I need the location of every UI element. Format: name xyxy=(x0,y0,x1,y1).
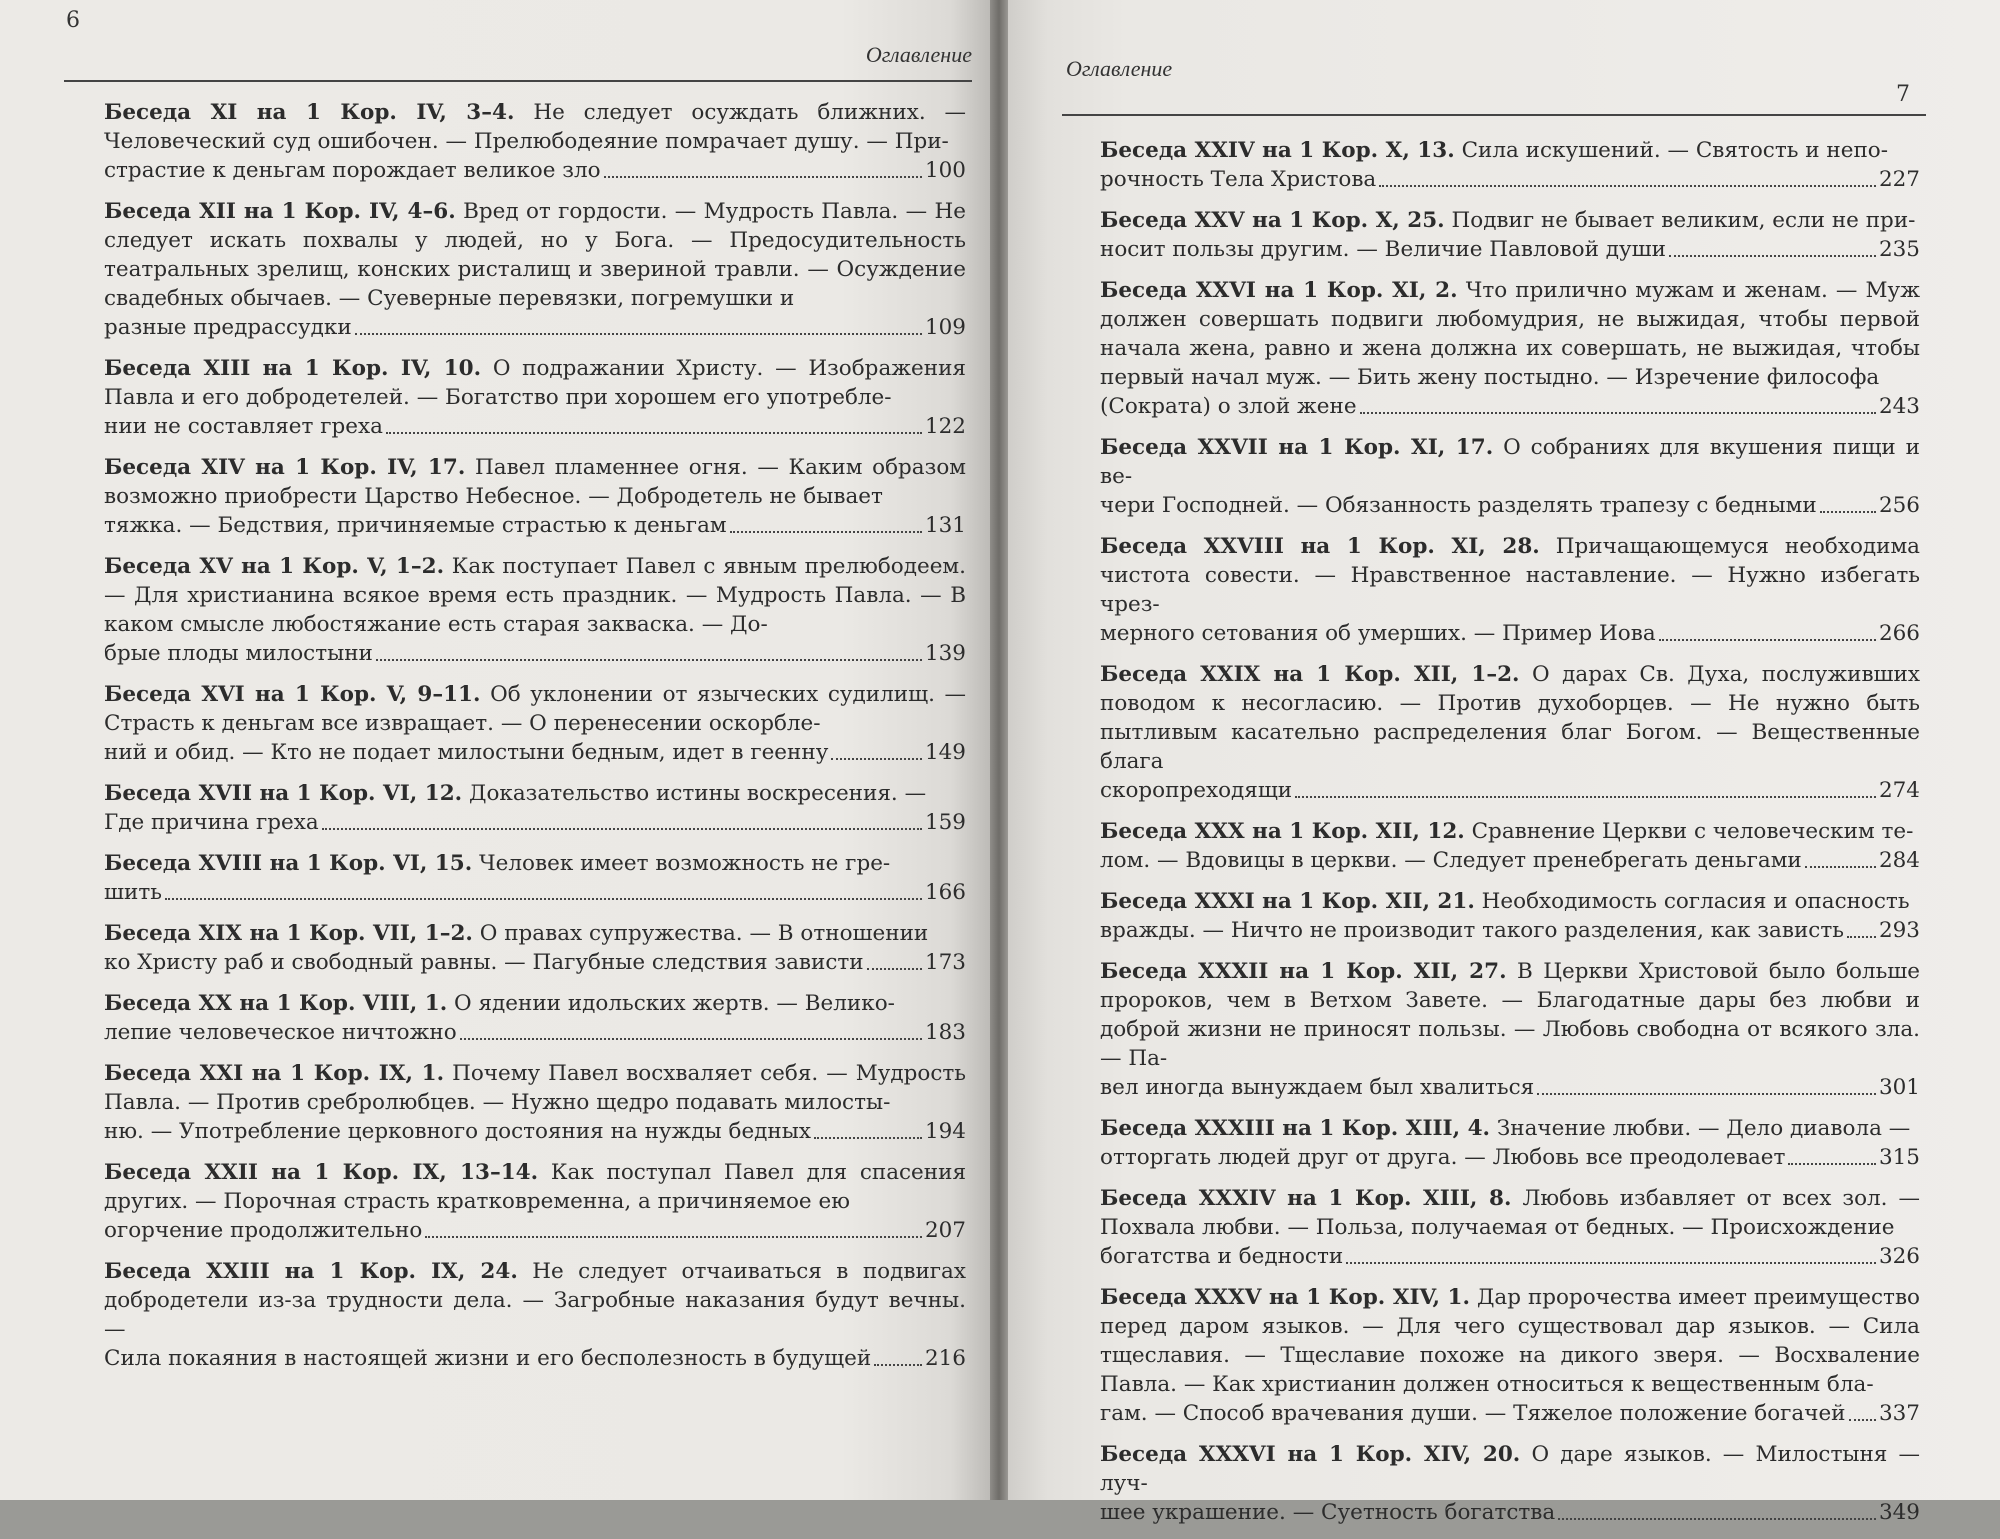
toc-entry-heading: Беседа XXIII на 1 Кор. IX, 24. xyxy=(104,1259,518,1284)
toc-entry-text xyxy=(1100,817,1920,846)
toc-entry-description: Причащающемуся необходима чистота совести. — Нравственное наставление. — Нужно избегать чрез- xyxy=(1100,534,1920,617)
toc-entry-description: Не следует отчаиваться в подвигах добродетели из-за трудности дела. — Загробные наказания будут вечны. — xyxy=(104,1259,966,1342)
toc-entry-text xyxy=(1100,957,1920,1073)
toc-entry-text xyxy=(1100,1440,1920,1498)
toc-entry-heading: Беседа XXXVI на 1 Кор. XIV, 20. xyxy=(1100,1442,1521,1467)
toc-entry-heading: Беседа XXXV на 1 Кор. XIV, 1. xyxy=(1100,1285,1470,1310)
toc-entry-tail: отторгать людей друг от друга. — Любовь все преодолевает xyxy=(1100,1145,1786,1170)
toc-entry-heading: Беседа XXIV на 1 Кор. X, 13. xyxy=(1100,138,1455,163)
toc-entry-tail: Сила покаяния в настоящей жизни и его бесполезность в будущей xyxy=(104,1346,872,1371)
toc-entry xyxy=(104,919,966,977)
toc-page-number: 266 xyxy=(1878,621,1920,646)
dot-leader xyxy=(867,968,922,970)
dot-leader xyxy=(165,898,922,900)
toc-entry-tail: страстие к деньгам порождает великое зло xyxy=(104,158,601,183)
toc-page-number: 100 xyxy=(924,158,966,183)
running-head: Оглавление xyxy=(1066,56,1173,81)
toc-entry-tail: ко Христу раб и свободный равны. — Пагубные следствия зависти xyxy=(104,950,864,975)
toc-entry xyxy=(104,1158,966,1245)
toc-entry-tail: огорчение продолжительно xyxy=(104,1218,423,1243)
dot-leader xyxy=(1669,255,1876,257)
toc-entry-tail: разные предрассудки xyxy=(104,315,352,340)
toc-entry xyxy=(104,552,966,668)
toc-entry xyxy=(1100,1114,1920,1172)
toc-entry-text xyxy=(1100,206,1920,235)
toc-entry xyxy=(1100,136,1920,194)
toc-entry-tail: вел иногда вынуждаем был хвалиться xyxy=(1100,1075,1535,1100)
toc-entry xyxy=(1100,206,1920,264)
dot-leader xyxy=(1849,1419,1876,1421)
toc-entry-description: Необходимость согласия и опасность xyxy=(1481,889,1910,914)
toc-entry-heading: Беседа XXVI на 1 Кор. XI, 2. xyxy=(1100,278,1458,303)
toc-entry xyxy=(104,1059,966,1146)
toc-entry-description: Как поступал Павел для спасения других. — Порочная страсть кратковременна, а причиняемое ею xyxy=(104,1160,967,1214)
toc-entry-last-line xyxy=(1100,491,1920,520)
toc-page-number: 284 xyxy=(1878,848,1920,873)
toc-entry-tail: лом. — Вдовицы в церкви. — Следует пренебрегать деньгами xyxy=(1100,848,1802,873)
running-head: Оглавление xyxy=(865,42,972,67)
toc-entry-last-line xyxy=(1100,1143,1920,1172)
toc-page-number: 301 xyxy=(1878,1075,1920,1100)
toc-entry-text xyxy=(104,197,966,313)
toc-page-number: 337 xyxy=(1878,1401,1920,1426)
dot-leader xyxy=(1346,1262,1876,1264)
dot-leader xyxy=(1788,1163,1876,1165)
toc-page-number: 256 xyxy=(1878,493,1920,518)
toc-entry-description: В Церкви Христовой было больше пророков, чем в Ветхом Завете. — Благодатные дары без любви и доброй жизни не приносят пользы. — Любовь свободна от всякого зла. — Па- xyxy=(1100,959,1920,1071)
toc-entry-heading: Беседа XV на 1 Кор. V, 1–2. xyxy=(104,554,445,579)
right-page xyxy=(1008,0,2000,1525)
toc-entry-heading: Беседа XVII на 1 Кор. VI, 12. xyxy=(104,781,463,806)
toc-entry xyxy=(1100,660,1920,805)
toc-page-number: 207 xyxy=(924,1218,966,1243)
toc-entry xyxy=(104,197,966,342)
toc-entry-tail: рочность Тела Христова xyxy=(1100,167,1377,192)
toc-entry-heading: Беседа XVIII на 1 Кор. VI, 15. xyxy=(104,851,473,876)
toc-entry-heading: Беседа XIII на 1 Кор. IV, 10. xyxy=(104,356,482,381)
toc-entry-tail: ний и обид. — Кто не подает милостыни бедным, идет в геенну xyxy=(104,740,829,765)
dot-leader xyxy=(1379,185,1876,187)
toc-page-number: 326 xyxy=(1878,1244,1920,1269)
toc-page-number: 194 xyxy=(924,1119,966,1144)
dot-leader xyxy=(814,1137,922,1139)
toc-entry-last-line xyxy=(104,1344,966,1373)
toc-entry xyxy=(1100,1440,1920,1527)
toc-entry-last-line xyxy=(104,738,966,767)
toc-entry-heading: Беседа XI на 1 Кор. IV, 3–4. xyxy=(104,100,515,125)
toc-entry-description: Сила искушений. — Святость и непо- xyxy=(1461,138,1889,163)
toc-entry-description: О собраниях для вкушения пищи и ве- xyxy=(1100,435,1920,489)
toc-entry-heading: Беседа XXV на 1 Кор. X, 25. xyxy=(1100,208,1445,233)
toc-entry-description: О ядении идольских жертв. — Велико- xyxy=(454,991,895,1016)
book-gutter xyxy=(990,0,1008,1500)
toc-entry-description: Сравнение Церкви с человеческим те- xyxy=(1471,819,1914,844)
toc-entry-description: Об уклонении от языческих судилищ. — Страсть к деньгам все извращает. — О перенесении оскорбле- xyxy=(104,682,967,736)
header-rule xyxy=(64,80,972,82)
toc-entry xyxy=(104,989,966,1047)
toc-entry-text xyxy=(1100,1283,1920,1399)
toc-entry xyxy=(104,779,966,837)
toc-entry-last-line xyxy=(1100,916,1920,945)
toc-entry xyxy=(104,354,966,441)
toc-entry-tail: лепие человеческое ничтожно xyxy=(104,1020,457,1045)
toc-entry-tail: чери Господней. — Обязанность разделять трапезу с бедными xyxy=(1100,493,1817,518)
toc-page-number: 235 xyxy=(1878,237,1920,262)
toc-entry-description: Дар пророчества имеет преимущество перед даром языков. — Для чего существовал дар языков. — Сила тщеславия. — Тщеславие похоже на дикого зверя. — Восхваление Павла. — Как христианин должен относиться к вещественным бла- xyxy=(1100,1285,1920,1397)
toc-entry-last-line xyxy=(1100,392,1920,421)
toc-entry xyxy=(1100,433,1920,520)
toc-entry-text xyxy=(1100,433,1920,491)
dot-leader xyxy=(355,333,922,335)
toc-entry-heading: Беседа XXX на 1 Кор. XII, 12. xyxy=(1100,819,1465,844)
table-of-contents xyxy=(104,98,966,1385)
toc-entry-heading: Беседа XX на 1 Кор. VIII, 1. xyxy=(104,991,448,1016)
toc-entry-description: Доказательство истины воскресения. — xyxy=(469,781,927,806)
toc-entry-description: О дарах Св. Духа, послуживших поводом к несогласию. — Против духоборцев. — Не нужно быть пытливым касательно распределения благ Богом. — Вещественные блага xyxy=(1100,662,1920,774)
toc-entry-last-line xyxy=(1100,1498,1920,1527)
toc-entry xyxy=(1100,1283,1920,1428)
toc-entry-description: Вред от гордости. — Мудрость Павла. — Не следует искать похвалы у людей, но у Бога. — Предосудительность театральных зрелищ, конских ристалищ и звериной травли. — Осуждение свадебных обычаев. — Суеверные перевязки, погремушки и xyxy=(104,199,966,311)
toc-page-number: 159 xyxy=(924,810,966,835)
toc-entry-description: О подражании Христу. — Изображения Павла и его добродетелей. — Богатство при хорошем его употребле- xyxy=(104,356,966,410)
dot-leader xyxy=(1847,936,1876,938)
toc-entry-last-line xyxy=(1100,1073,1920,1102)
dot-leader xyxy=(1820,511,1876,513)
toc-entry-last-line xyxy=(104,948,966,977)
toc-entry-heading: Беседа XXII на 1 Кор. IX, 13–14. xyxy=(104,1160,539,1185)
toc-entry-description: Не следует осуждать ближних. — Человеческий суд ошибочен. — Прелюбодеяние помрачает душу. — При- xyxy=(104,100,967,154)
toc-entry-tail: мерного сетования об умерших. — Пример Иова xyxy=(1100,621,1656,646)
toc-entry-text xyxy=(1100,1114,1920,1143)
toc-entry-last-line xyxy=(104,808,966,837)
toc-entry-last-line xyxy=(1100,619,1920,648)
toc-entry-description: Почему Павел восхваляет себя. — Мудрость Павла. — Против сребролюбцев. — Нужно щедро подавать милосты- xyxy=(104,1061,966,1115)
dot-leader xyxy=(1295,796,1876,798)
toc-entry-last-line xyxy=(104,313,966,342)
dot-leader xyxy=(425,1236,922,1238)
dot-leader xyxy=(730,531,922,533)
toc-page-number: 293 xyxy=(1878,918,1920,943)
left-page xyxy=(0,0,990,1500)
toc-entry-text xyxy=(104,453,966,511)
toc-entry-heading: Беседа XII на 1 Кор. IV, 4–6. xyxy=(104,199,456,224)
toc-entry-text xyxy=(104,849,966,878)
dot-leader xyxy=(386,432,922,434)
toc-entry-text xyxy=(104,354,966,412)
toc-entry-tail: брые плоды милостыни xyxy=(104,641,373,666)
toc-entry-heading: Беседа XXXII на 1 Кор. XII, 27. xyxy=(1100,959,1507,984)
toc-entry-tail: скоропреходящи xyxy=(1100,778,1293,803)
toc-entry-text xyxy=(104,1059,966,1117)
toc-page-number: 122 xyxy=(924,414,966,439)
dot-leader xyxy=(460,1038,922,1040)
toc-entry-tail: Где причина греха xyxy=(104,810,319,835)
toc-entry-heading: Беседа XXIX на 1 Кор. XII, 1–2. xyxy=(1100,662,1520,687)
toc-entry-tail: шить xyxy=(104,880,162,905)
toc-entry-last-line xyxy=(104,511,966,540)
toc-entry-tail: вражды. — Ничто не производит такого разделения, как зависть xyxy=(1100,918,1844,943)
toc-entry-heading: Беседа XXXI на 1 Кор. XII, 21. xyxy=(1100,889,1475,914)
toc-entry-tail: носит пользы другим. — Величие Павловой души xyxy=(1100,237,1666,262)
toc-entry-tail: (Сократа) о злой жене xyxy=(1100,394,1357,419)
toc-page-number: 216 xyxy=(924,1346,966,1371)
page-number: 6 xyxy=(66,8,80,33)
dot-leader xyxy=(1558,1518,1876,1520)
toc-page-number: 349 xyxy=(1878,1500,1920,1525)
toc-entry-last-line xyxy=(1100,235,1920,264)
toc-entry-text xyxy=(104,989,966,1018)
toc-entry-last-line xyxy=(104,1117,966,1146)
toc-entry-last-line xyxy=(1100,1242,1920,1271)
toc-entry-text xyxy=(104,680,966,738)
dot-leader xyxy=(1659,639,1876,641)
dot-leader xyxy=(1537,1093,1876,1095)
toc-entry xyxy=(104,849,966,907)
toc-entry-text xyxy=(104,1257,966,1344)
toc-entry-last-line xyxy=(104,156,966,185)
toc-entry-last-line xyxy=(1100,846,1920,875)
toc-entry-description: О даре языков. — Милостыня — луч- xyxy=(1100,1442,1920,1496)
toc-entry-tail: гам. — Способ врачевания души. — Тяжелое положение богачей xyxy=(1100,1401,1846,1426)
toc-entry-heading: Беседа XXI на 1 Кор. IX, 1. xyxy=(104,1061,445,1086)
toc-entry-tail: тяжка. — Бедствия, причиняемые страстью к деньгам xyxy=(104,513,727,538)
toc-entry-last-line xyxy=(104,639,966,668)
toc-entry-text xyxy=(1100,660,1920,776)
toc-entry-tail: шее украшение. — Суетность богатства xyxy=(1100,1500,1556,1525)
toc-entry-description: Как поступает Павел с явным прелюбодеем. — Для христианина всякое время есть праздник. — Мудрость Павла. — В каком смысле любостяжание есть старая закваска. — До- xyxy=(104,554,966,637)
toc-entry-text xyxy=(104,552,966,639)
dot-leader xyxy=(874,1364,922,1366)
toc-entry-description: Значение любви. — Дело диавола — xyxy=(1496,1116,1911,1141)
dot-leader xyxy=(376,659,922,661)
toc-entry-description: Павел пламеннее огня. — Каким образом возможно приобрести Царство Небесное. — Добродетель не бывает xyxy=(104,455,966,509)
toc-page-number: 227 xyxy=(1878,167,1920,192)
toc-entry-text xyxy=(104,919,966,948)
toc-entry xyxy=(104,98,966,185)
toc-entry xyxy=(1100,817,1920,875)
toc-entry-heading: Беседа XXVIII на 1 Кор. XI, 28. xyxy=(1100,534,1540,559)
toc-entry-last-line xyxy=(104,878,966,907)
toc-entry-heading: Беседа XIX на 1 Кор. VII, 1–2. xyxy=(104,921,473,946)
toc-entry-description: Что прилично мужам и женам. — Муж должен совершать подвиги любомудрия, не выжидая, чтобы первой начала жена, равно и жена должна их совершать, не выжидая, чтобы первый начал муж. — Бить жену постыдно. — Изречение философа xyxy=(1100,278,1920,390)
toc-page-number: 274 xyxy=(1878,778,1920,803)
toc-entry xyxy=(1100,957,1920,1102)
toc-entry-heading: Беседа XVI на 1 Кор. V, 9–11. xyxy=(104,682,481,707)
toc-entry-last-line xyxy=(104,412,966,441)
dot-leader xyxy=(322,828,922,830)
dot-leader xyxy=(1360,412,1876,414)
toc-entry-tail: богатства и бедности xyxy=(1100,1244,1344,1269)
toc-entry-description: О правах супружества. — В отношении xyxy=(479,921,929,946)
dot-leader xyxy=(1805,866,1876,868)
toc-page-number: 166 xyxy=(924,880,966,905)
toc-entry-text xyxy=(1100,276,1920,392)
toc-entry-last-line xyxy=(104,1216,966,1245)
toc-entry-last-line xyxy=(1100,165,1920,194)
dot-leader xyxy=(831,758,922,760)
toc-entry xyxy=(1100,532,1920,648)
toc-entry xyxy=(1100,276,1920,421)
toc-page-number: 173 xyxy=(924,950,966,975)
toc-entry-text xyxy=(1100,136,1920,165)
toc-entry xyxy=(1100,887,1920,945)
toc-entry-text xyxy=(104,1158,966,1216)
toc-entry-heading: Беседа XIV на 1 Кор. IV, 17. xyxy=(104,455,466,480)
header-rule xyxy=(1062,114,1926,116)
toc-page-number: 149 xyxy=(924,740,966,765)
toc-entry xyxy=(104,680,966,767)
toc-entry-tail: нии не составляет греха xyxy=(104,414,383,439)
toc-entry-description: Любовь избавляет от всех зол. — Похвала любви. — Польза, получаемая от бедных. — Происхождение xyxy=(1100,1186,1920,1240)
toc-entry-tail: ню. — Употребление церковного достояния на нужды бедных xyxy=(104,1119,811,1144)
toc-entry-text xyxy=(1100,532,1920,619)
toc-entry-text xyxy=(104,779,966,808)
toc-entry-last-line xyxy=(104,1018,966,1047)
dot-leader xyxy=(604,176,922,178)
toc-entry-heading: Беседа XXVII на 1 Кор. XI, 17. xyxy=(1100,435,1494,460)
toc-entry-description: Человек имеет возможность не гре- xyxy=(479,851,891,876)
toc-entry xyxy=(104,453,966,540)
toc-entry-heading: Беседа XXXIV на 1 Кор. XIII, 8. xyxy=(1100,1186,1512,1211)
toc-entry-description: Подвиг не бывает великим, если не при- xyxy=(1451,208,1916,233)
toc-entry-last-line xyxy=(1100,1399,1920,1428)
toc-entry-heading: Беседа XXXIII на 1 Кор. XIII, 4. xyxy=(1100,1116,1491,1141)
toc-entry-text xyxy=(1100,887,1920,916)
toc-page-number: 139 xyxy=(924,641,966,666)
toc-page-number: 243 xyxy=(1878,394,1920,419)
page-number: 7 xyxy=(1896,82,1910,107)
toc-page-number: 109 xyxy=(924,315,966,340)
table-of-contents xyxy=(1100,136,1920,1539)
toc-entry-text xyxy=(1100,1184,1920,1242)
toc-entry-text xyxy=(104,98,966,156)
toc-entry xyxy=(1100,1184,1920,1271)
toc-page-number: 315 xyxy=(1878,1145,1920,1170)
toc-page-number: 183 xyxy=(924,1020,966,1045)
toc-entry xyxy=(104,1257,966,1373)
toc-entry-last-line xyxy=(1100,776,1920,805)
toc-page-number: 131 xyxy=(924,513,966,538)
